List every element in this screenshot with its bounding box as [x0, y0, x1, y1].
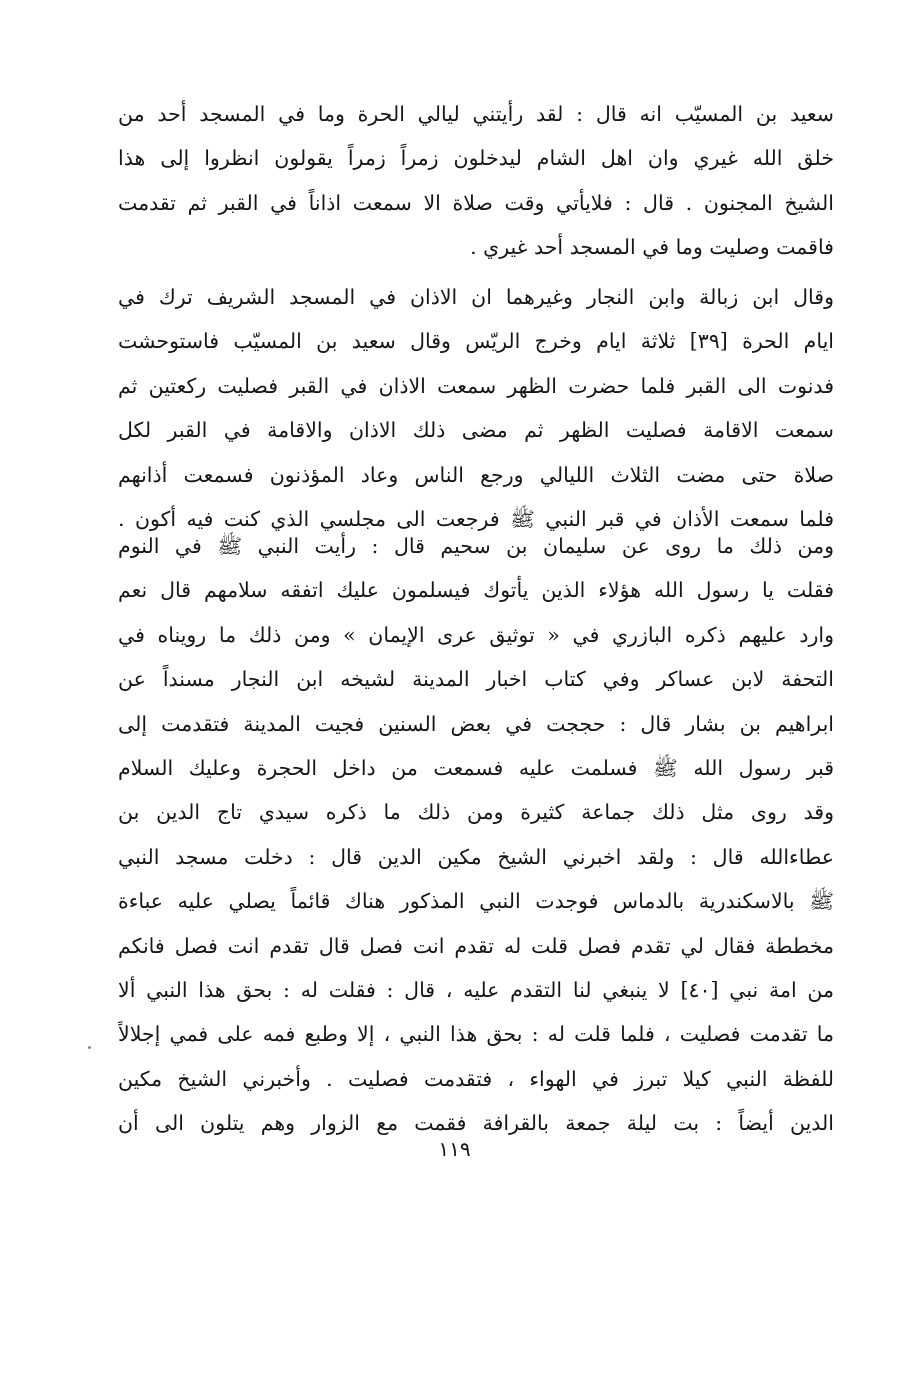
text-line: صلاة حتى مضت الثلاث الليالي ورجع الناس وعاد المؤذنون فسمعت أذانهم	[118, 462, 834, 487]
text-line: التحفة لابن عساكر وفي كتاب اخبار المدينة لشيخه ابن النجار مسنداً عن	[118, 667, 834, 692]
text-line: فدنوت الى القبر فلما حضرت الظهر سمعت الاذان في القبر فصليت ركعتين ثم	[118, 373, 834, 398]
text-line: وقال ابن زبالة وابن النجار وغيرهما ان الاذان في المسجد الشريف ترك في	[118, 285, 834, 309]
paragraph-3	[118, 524, 834, 1145]
paragraph-1	[118, 92, 834, 270]
text-line: ﷺ بالاسكندرية بالدماس فوجدت النبي المذكور هناك قائماً يصلي عليه عباءة	[118, 889, 834, 914]
paragraph-2	[118, 275, 834, 541]
text-line: سمعت الاقامة فصليت الظهر ثم مضى ذلك الاذان والاقامة في القبر لكل	[118, 418, 834, 443]
paper-speck	[88, 1046, 91, 1049]
text-line: فاقمت وصليت وما في المسجد أحد غيري .	[470, 235, 834, 260]
text-line: من امة نبي [٤٠] لا ينبغي لنا التقدم عليه ، قال : فقلت له : بحق هذا النبي ألا	[118, 977, 834, 1002]
text-line: سعيد بن المسيّب انه قال : لقد رأيتني ليالي الحرة وما في المسجد أحد من	[118, 102, 834, 126]
text-line: فلما سمعت الأذان في قبر النبي ﷺ فرجعت الى مجلسي الذي كنت فيه أكون .	[118, 506, 834, 531]
text-line: فقلت يا رسول الله هؤلاء الذين يأتوك فيسلمون عليك اتفقه سلامهم قال نعم	[118, 578, 834, 603]
text-line: الدين أيضاً : بت ليلة جمعة بالقرافة فقمت مع الزوار وهم يتلون الى أن	[118, 1111, 834, 1136]
text-line: ومن ذلك ما روى عن سليمان بن سحيم قال : رأيت النبي ﷺ في النوم	[118, 534, 834, 558]
text-line: وارد عليهم ذكره البازري في « توثيق عرى الإيمان » ومن ذلك ما رويناه في	[118, 622, 834, 647]
text-line: للفظة النبي كيلا تبرز في الهواء ، فتقدمت فصليت . وأخبرني الشيخ مكين	[118, 1066, 834, 1091]
page-number: ١١٩	[438, 1137, 471, 1161]
text-line: قبر رسول الله ﷺ فسلمت عليه فسمعت من داخل الحجرة وعليك السلام	[118, 755, 834, 780]
text-line: مخططة فقال لي تقدم فصل قلت له تقدم انت فصل قال تقدم انت فصل فانكم	[118, 933, 834, 958]
text-line: الشيخ المجنون . قال : فلايأتي وقت صلاة الا سمعت اذاناً في القبر ثم تقدمت	[118, 190, 834, 215]
text-line: عطاءالله قال : ولقد اخبرني الشيخ مكين الدين قال : دخلت مسجد النبي	[118, 844, 834, 869]
text-line: وقد روى مثل ذلك جماعة كثيرة ومن ذلك ما ذكره سيدي تاج الدين بن	[118, 800, 834, 825]
text-line: ايام الحرة [٣٩] ثلاثة ايام وخرج الريّس وقال سعيد بن المسيّب فاستوحشت	[118, 329, 834, 354]
text-line: ابراهيم بن بشار قال : حججت في بعض السنين فجيت المدينة فتقدمت إلى	[118, 711, 834, 736]
text-line: ما تقدمت فصليت ، فلما قلت له : بحق هذا النبي ، إلا وطبع فمه على فمي إجلالاً	[118, 1022, 834, 1047]
text-line: خلق الله غيري وان اهل الشام ليدخلون زمراً زمراً يقولون انظروا إلى هذا	[118, 146, 834, 171]
